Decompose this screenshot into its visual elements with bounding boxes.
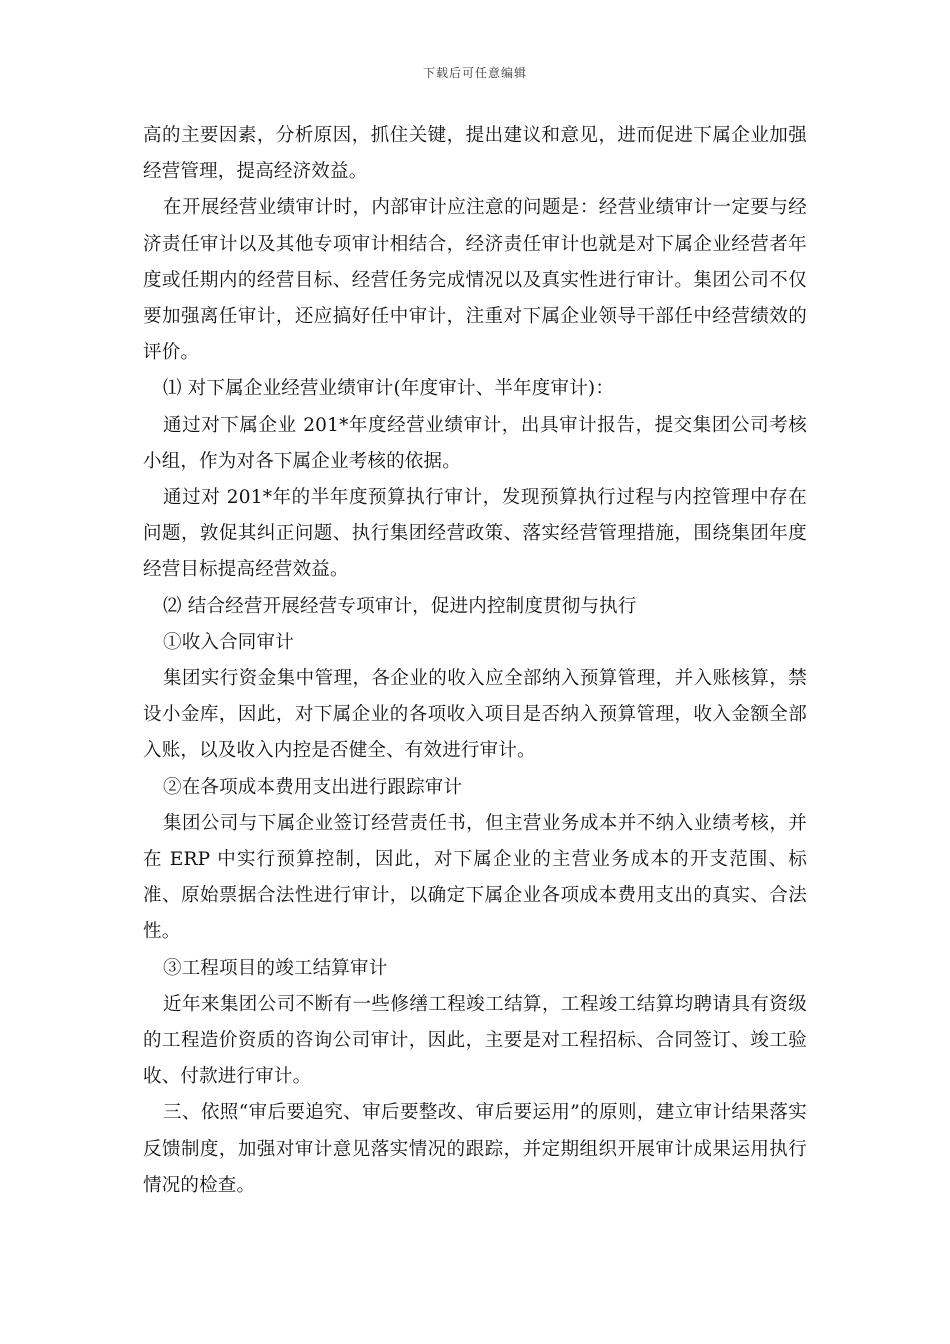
page-header: 下载后可任意编辑 [422, 66, 527, 80]
paragraph-6: 集团公司与下属企业签订经营责任书，但主营业务成本并不纳入业绩考核，并在 ERP 中实行预算控制，因此，对下属企业的主营业务成本的开支范围、标准、原始票据合法性进行审计，以确定下属企业各项成本费用支出的真实、合法性。 [143, 812, 807, 943]
paragraph-1: 高的主要因素，分析原因，抓住关键，提出建议和意见，进而促进下属企业加强经营管理，提高经济效益。 [143, 125, 807, 183]
sub-heading-1: ①收入合同审计 [163, 631, 294, 653]
section-heading-2: ⑵ 结合经营开展经营专项审计，促进内控制度贯彻与执行 [163, 595, 637, 617]
paragraph-2: 在开展经营业绩审计时，内部审计应注意的问题是：经营业绩审计一定要与经济责任审计以及其他专项审计相结合，经济责任审计也就是对下属企业经营者年度或任期内的经营目标、经营任务完成情况以及真实性进行审计。集团公司不仅要加强离任审计，还应搞好任中审计，注重对下属企业领导干部任中经营绩效的评价。 [143, 197, 807, 364]
section-heading-1: ⑴ 对下属企业经营业绩审计(年度审计、半年度审计)： [163, 378, 615, 400]
paragraph-7: 近年来集团公司不断有一些修缮工程竣工结算，工程竣工结算均聘请具有资级的工程造价资质的咨询公司审计，因此，主要是对工程招标、合同签订、竣工验收、付款进行审计。 [143, 993, 807, 1088]
sub-heading-2: ②在各项成本费用支出进行跟踪审计 [163, 776, 463, 798]
sub-heading-3: ③工程项目的竣工结算审计 [163, 957, 388, 979]
paragraph-3: 通过对下属企业 201*年度经营业绩审计，出具审计报告，提交集团公司考核小组，作为对各下属企业考核的依据。 [143, 414, 807, 472]
paragraph-8: 三、依照“审后要追究、审后要整改、审后要运用”的原则，建立审计结果落实反馈制度，加强对审计意见落实情况的跟踪，并定期组织开展审计成果运用执行情况的检查。 [143, 1102, 807, 1196]
paragraph-4: 通过对 201*年的半年度预算执行审计，发现预算执行过程与内控管理中存在问题，敦促其纠正问题、执行集团经营政策、落实经营管理措施，围绕集团年度经营目标提高经营效益。 [143, 487, 807, 581]
paragraph-5: 集团实行资金集中管理，各企业的收入应全部纳入预算管理，并入账核算，禁设小金库，因此，对下属企业的各项收入项目是否纳入预算管理，收入金额全部入账，以及收入内控是否健全、有效进行审计。 [143, 668, 807, 762]
document-body [143, 118, 807, 1204]
